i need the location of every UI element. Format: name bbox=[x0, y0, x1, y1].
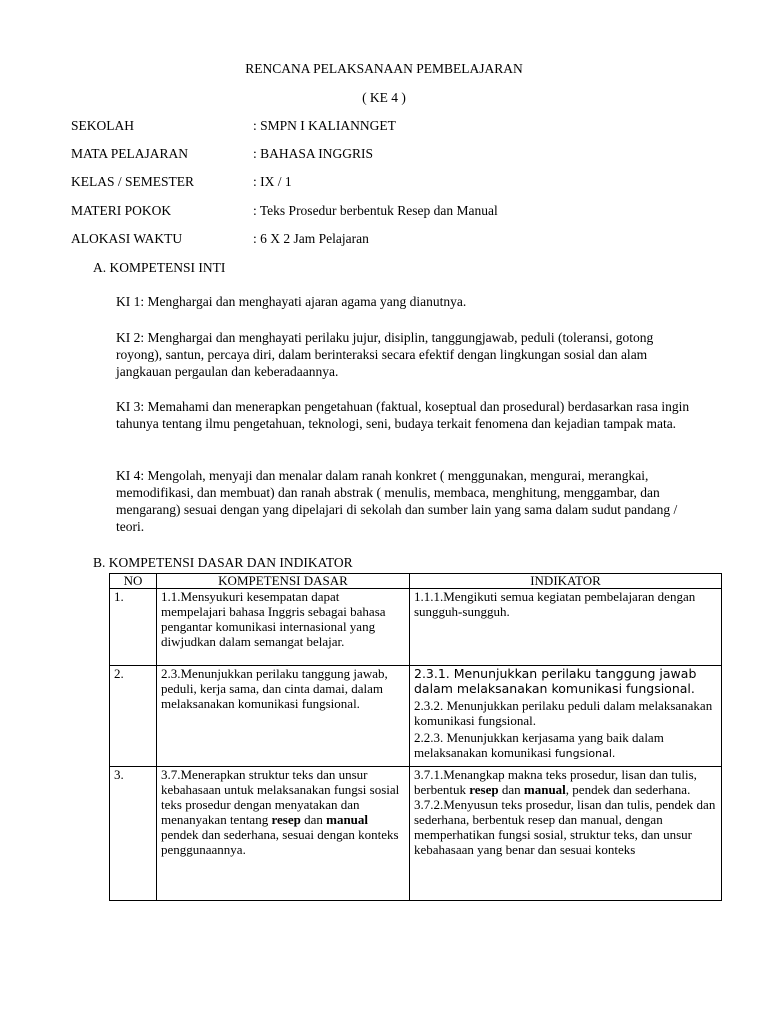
identity-label: ALOKASI WAKTU bbox=[71, 231, 183, 246]
column-header-kd: KOMPETENSI DASAR bbox=[157, 574, 410, 589]
row-indicator: 1.1.1.Mengikuti semua kegiatan pembelajaran dengan sungguh-sungguh. bbox=[410, 589, 722, 666]
section-a-heading: A. KOMPETENSI INTI bbox=[93, 260, 226, 275]
section-b-heading: B. KOMPETENSI DASAR DAN INDIKATOR bbox=[93, 555, 353, 570]
competency-text: 3.7.Menerapkan struktur teks dan unsur kebahasaan untuk melaksanakan fungsi sosial teks prosedur dengan menyatakan dan menanyakan tentang bbox=[161, 767, 400, 827]
identity-label: SEKOLAH bbox=[71, 118, 134, 133]
document-title: RENCANA PELAKSANAAN PEMBELAJARAN bbox=[245, 61, 523, 76]
competency-bold-term: manual bbox=[326, 812, 369, 827]
indicator-item: 2.3.2. Menunjukkan perilaku peduli dalam melaksanakan komunikasi fungsional. bbox=[414, 698, 713, 728]
identity-value: : BAHASA INGGRIS bbox=[253, 146, 374, 161]
indicator-text: , pendek dan sederhana. bbox=[565, 782, 691, 797]
column-header-no: NO bbox=[110, 574, 157, 589]
ki-3-paragraph: KI 3: Memahami dan menerapkan pengetahuan (faktual, koseptual dan prosedural) berdasarkan rasa ingin tahunya tentang ilmu pengetahuan, teknologi, seni, budaya terkait fenomena dan kejadian tampak mata. bbox=[116, 399, 690, 431]
identity-value: : IX / 1 bbox=[253, 174, 292, 189]
row-competency bbox=[157, 767, 410, 901]
competency-bold-term: resep bbox=[271, 812, 301, 827]
document-subtitle: ( KE 4 ) bbox=[362, 90, 406, 105]
competency-table bbox=[109, 573, 722, 901]
row-competency: 2.3.Menunjukkan perilaku tanggung jawab, peduli, kerja sama, dan cinta damai, dalam melaksanakan komunikasi fungsional. bbox=[157, 666, 410, 767]
identity-value: : 6 X 2 Jam Pelajaran bbox=[253, 231, 369, 246]
competency-text: pendek dan sederhana, sesuai dengan konteks penggunaannya. bbox=[161, 827, 399, 857]
indicator-text: fungsional. bbox=[554, 747, 616, 760]
competency-text: dan bbox=[300, 812, 327, 827]
ki-1-paragraph: KI 1: Menghargai dan menghayati ajaran agama yang dianutnya. bbox=[116, 294, 467, 309]
indicator-item bbox=[414, 730, 717, 761]
table-row bbox=[110, 767, 722, 901]
row-number: 2. bbox=[110, 666, 157, 767]
indicator-text: dan bbox=[498, 782, 524, 797]
row-number: 1. bbox=[110, 589, 157, 666]
row-number: 3. bbox=[110, 767, 157, 901]
row-indicator bbox=[410, 767, 722, 901]
indicator-text: 3.7.1.Menangkap makna teks prosedur, lisan dan tulis, berbentuk bbox=[414, 767, 697, 797]
ki-4-paragraph: KI 4: Mengolah, menyaji dan menalar dalam ranah konkret ( menggunakan, mengurai, merangkai, memodifikasi, dan membuat) dan ranah abstrak ( menulis, membaca, menghitung, menggambar, dan mengarang) sesuai dengan yang dipelajari di sekolah dan sumber lain yang sama dalam sudut pandang / teori. bbox=[116, 468, 678, 534]
indicator-text: 2.2.3. Menunjukkan kerjasama yang baik dalam melaksanakan komunikasi bbox=[414, 730, 664, 760]
identity-label: MATA PELAJARAN bbox=[71, 146, 189, 161]
identity-label: MATERI POKOK bbox=[71, 203, 172, 218]
identity-value: : SMPN I KALIANNGET bbox=[253, 118, 396, 133]
table-row bbox=[110, 589, 722, 666]
column-header-indicator: INDIKATOR bbox=[410, 574, 722, 589]
row-competency: 1.1.Mensyukuri kesempatan dapat mempelajari bahasa Inggris sebagai bahasa pengantar komunikasi internasional yang diwjudkan dalam semangat belajar. bbox=[157, 589, 410, 666]
indicator-item: 2.3.1. Menunjukkan perilaku tanggung jawab dalam melaksanakan komunikasi fungsional. bbox=[414, 666, 697, 696]
identity-label: KELAS / SEMESTER bbox=[71, 174, 195, 189]
table-header-row bbox=[110, 574, 722, 589]
identity-value: : Teks Prosedur berbentuk Resep dan Manual bbox=[253, 203, 498, 218]
table-row bbox=[110, 666, 722, 767]
indicator-bold-term: manual bbox=[523, 782, 566, 797]
ki-2-paragraph: KI 2: Menghargai dan menghayati perilaku jujur, disiplin, tanggungjawab, peduli (toleransi, gotong royong), santun, percaya diri, dalam berinteraksi secara efektif dengan lingkungan sosial dan alam jangkauan pergaulan dan keberadaannya. bbox=[116, 330, 654, 379]
row-indicator bbox=[410, 666, 722, 767]
indicator-item: 3.7.2.Menyusun teks prosedur, lisan dan tulis, pendek dan sederhana, berbentuk resep dan manual, dengan memperhatikan fungsi sosial, struktur teks, dan unsur kebahasaan yang benar dan sesuai konteks bbox=[414, 797, 716, 857]
indicator-item bbox=[414, 767, 717, 797]
indicator-bold-term: resep bbox=[469, 782, 499, 797]
